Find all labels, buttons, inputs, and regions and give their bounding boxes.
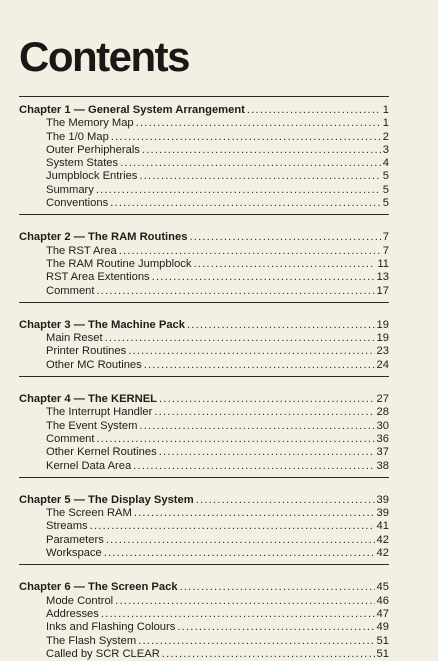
toc-entry-label: RST Area Extentions [46,271,150,284]
toc-entry-page-number: 38 [376,459,389,472]
chapter-heading [19,231,389,244]
toc-entry-page-number: 5 [382,170,389,183]
dot-leader [90,520,375,533]
toc-entry-page-number: 28 [376,406,389,419]
dot-leader [104,547,375,560]
dot-leader [154,406,374,419]
toc-entry-page-number: 23 [376,345,389,358]
toc-entry [19,245,389,258]
chapter-separator [19,477,389,490]
toc-entry-label: Outer Perhipherals [46,143,140,156]
toc-entry-page-number: 19 [376,332,389,345]
dot-leader [136,117,381,130]
dot-leader [180,581,375,594]
dot-leader [134,507,375,520]
toc-entry-label: The Screen RAM [46,507,132,520]
toc-entry-page-number: 17 [376,284,389,297]
toc-entry [19,406,389,419]
toc-entry-page-number: 13 [376,271,389,284]
chapter-heading-page-number: 27 [376,393,389,406]
toc-entry [19,507,389,520]
dot-leader [97,285,375,298]
chapter-section [19,581,389,661]
toc-entry-label: Summary [46,183,94,196]
toc-entry [19,648,389,661]
chapter-heading-page-number: 1 [382,104,389,116]
toc-entry [19,258,389,271]
chapter-rule [19,302,389,303]
toc-entry [19,131,389,144]
dot-leader [133,460,374,473]
toc-entry [19,285,389,298]
toc-entry-label: Streams [46,520,88,533]
chapter-separator [19,214,389,227]
toc-entry-label: The Event System [46,419,138,432]
toc-entry-label: Called by SCR CLEAR [46,647,160,660]
chapter-rule [19,214,389,215]
dot-leader [247,104,381,117]
chapter-rule [19,477,389,478]
toc-entry-page-number: 36 [376,432,389,445]
toc-entry-label: Printer Routines [46,345,127,358]
chapter-rule [19,564,389,565]
toc-entry [19,332,389,345]
dot-leader [189,231,380,244]
dot-leader [110,197,381,210]
dot-leader [120,157,381,170]
toc-entry-label: The Memory Map [46,117,134,130]
chapter-heading-label: Chapter 3 — The Machine Pack [19,318,185,331]
chapter-heading-label: Chapter 6 — The Screen Pack [19,581,178,594]
dot-leader [138,635,374,648]
toc-entry [19,595,389,608]
chapter-section [19,104,389,210]
toc-entry-page-number: 41 [376,520,389,533]
dot-leader [106,534,375,547]
toc-entry [19,608,389,621]
toc-entry [19,271,389,284]
chapter-heading-page-number: 45 [376,581,389,594]
toc-entry-page-number: 7 [382,244,389,257]
chapter-separator [19,302,389,315]
toc-entry-label: Jumpblock Entries [46,170,138,183]
toc-entry-page-number: 30 [376,419,389,432]
chapter-heading [19,393,389,406]
toc-entry-page-number: 3 [382,143,389,156]
dot-leader [177,621,374,634]
chapter-separator [19,564,389,577]
chapter-heading-label: Chapter 2 — The RAM Routines [19,231,188,244]
dot-leader [139,170,380,183]
toc-entry-label: Inks and Flashing Colours [46,621,176,634]
toc-entry-page-number: 51 [376,634,389,647]
toc-entry-page-number: 5 [382,183,389,196]
chapter-heading [19,494,389,507]
toc-entry-label: The 1/0 Map [46,130,109,143]
toc-entry-label: The Interrupt Handler [46,406,153,419]
toc-entry [19,446,389,459]
dot-leader [119,245,381,258]
dot-leader [159,446,375,459]
toc-entry [19,547,389,560]
toc-entry-label: Parameters [46,533,104,546]
toc-entry-page-number: 42 [376,547,389,560]
dot-leader [115,595,374,608]
dot-leader [128,345,374,358]
dot-leader [111,131,381,144]
dot-leader [142,144,381,157]
toc-entry [19,144,389,157]
chapter-separator [19,376,389,389]
toc-entry-page-number: 51 [376,647,389,660]
toc-entry-label: Addresses [46,607,99,620]
chapter-heading [19,104,389,117]
toc-entry-page-number: 2 [382,130,389,143]
toc-entry-page-number: 49 [376,621,389,634]
chapter-rule [19,376,389,377]
toc-entry-page-number: 39 [376,507,389,520]
chapter-heading [19,319,389,332]
toc-entry-label: Workspace [46,547,102,560]
dot-leader [101,608,375,621]
toc-entry [19,117,389,130]
toc-entry-page-number: 24 [376,358,389,371]
chapter-heading-label: Chapter 5 — The Display System [19,493,194,506]
toc-entry-label: The RST Area [46,244,117,257]
dot-leader [144,359,375,372]
toc-entry [19,520,389,533]
page-title: Contents [19,33,189,80]
chapter-heading-label: Chapter 1 — General System Arrangement [19,104,245,116]
toc-entry-label: Other Kernel Routines [46,446,157,459]
toc-entry-page-number: 42 [376,533,389,546]
chapter-heading [19,581,389,594]
dot-leader [187,319,375,332]
toc-entry-label: Comment [46,432,95,445]
dot-leader [105,332,375,345]
toc-entry-label: Other MC Routines [46,358,142,371]
chapter-heading-page-number: 19 [376,318,389,331]
toc-entry-page-number: 1 [382,117,389,130]
dot-leader [139,420,374,433]
toc-entry [19,460,389,473]
toc-entry-label: Main Reset [46,332,103,345]
dot-leader [196,494,375,507]
toc-entry-page-number: 37 [376,446,389,459]
dot-leader [159,393,375,406]
chapter-heading-label: Chapter 4 — The KERNEL [19,393,157,406]
chapter-section [19,494,389,560]
toc-entry-page-number: 4 [382,157,389,170]
chapter-heading-page-number: 7 [382,231,389,244]
toc-entry [19,197,389,210]
toc-entry [19,433,389,446]
dot-leader [97,433,375,446]
dot-leader [162,648,375,661]
chapter-section [19,393,389,473]
toc-entry-label: Conventions [46,197,109,210]
dot-leader [152,271,375,284]
toc-entry [19,170,389,183]
toc-entry-label: System States [46,157,119,170]
chapter-section [19,231,389,297]
toc-entry [19,635,389,648]
toc-entry-page-number: 11 [377,257,389,270]
toc-entry-label: Mode Control [46,594,114,607]
toc-entry [19,184,389,197]
dot-leader [96,184,381,197]
toc-entry [19,359,389,372]
toc-entry-label: Kernel Data Area [46,459,132,472]
top-rule [19,96,389,97]
toc-entry-page-number: 46 [376,594,389,607]
toc-entry [19,345,389,358]
toc-entry-page-number: 5 [382,197,389,210]
toc-entry [19,621,389,634]
toc-entry-label: The Flash System [46,634,137,647]
toc-entry [19,157,389,170]
toc-entry-page-number: 47 [376,607,389,620]
toc-entry-label: Comment [46,284,95,297]
chapter-heading-page-number: 39 [376,493,389,506]
dot-leader [194,258,376,271]
toc-entry [19,420,389,433]
table-of-contents [19,104,389,661]
toc-entry [19,534,389,547]
chapter-section [19,319,389,372]
toc-entry-label: The RAM Routine Jumpblock [46,257,192,270]
